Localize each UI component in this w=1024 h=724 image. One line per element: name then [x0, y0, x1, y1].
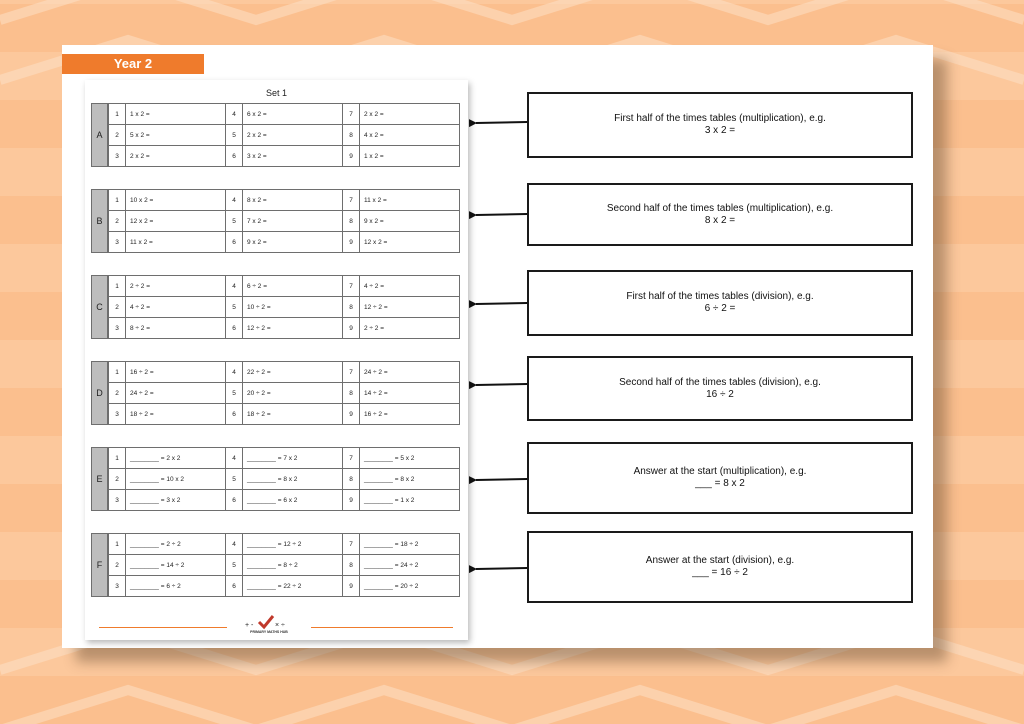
description-text: Answer at the start (division), e.g. [645, 555, 795, 566]
question-number: 1 [109, 448, 126, 469]
question-text: 6 ÷ 2 = [243, 276, 343, 297]
question-number: 8 [343, 297, 360, 318]
question-text: 16 ÷ 2 = [360, 404, 460, 425]
block-letter: E [91, 447, 108, 511]
question-number: 9 [343, 490, 360, 511]
svg-text:× ÷: × ÷ [275, 622, 285, 629]
question-number: 5 [226, 125, 243, 146]
question-number: 8 [343, 469, 360, 490]
description-text: First half of the times tables (multiplication), e.g. [614, 113, 826, 124]
question-text: 8 ÷ 2 = [126, 318, 226, 339]
question-text: 12 x 2 = [126, 211, 226, 232]
question-text: 1 x 2 = [126, 104, 226, 125]
question-text: 12 x 2 = [360, 232, 460, 253]
question-text: 4 x 2 = [360, 125, 460, 146]
description-box [527, 531, 913, 603]
description-example: 6 ÷ 2 = [704, 303, 736, 314]
question-text: ________ = 2 ÷ 2 [126, 534, 226, 555]
question-number: 2 [109, 125, 126, 146]
question-number: 4 [226, 276, 243, 297]
question-number: 4 [226, 448, 243, 469]
question-text: 2 ÷ 2 = [126, 276, 226, 297]
question-number: 5 [226, 555, 243, 576]
block-letter: B [91, 189, 108, 253]
question-number: 6 [226, 404, 243, 425]
description-box [527, 270, 913, 336]
question-number: 1 [109, 104, 126, 125]
question-text: ________ = 1 x 2 [360, 490, 460, 511]
question-text: 2 x 2 = [126, 146, 226, 167]
question-number: 6 [226, 146, 243, 167]
block-letter: D [91, 361, 108, 425]
question-text: 12 ÷ 2 = [360, 297, 460, 318]
question-number: 5 [226, 383, 243, 404]
question-text: 3 x 2 = [243, 146, 343, 167]
question-text: 2 x 2 = [243, 125, 343, 146]
question-text: ________ = 8 x 2 [360, 469, 460, 490]
question-text: 11 x 2 = [126, 232, 226, 253]
description-example: 3 x 2 = [704, 125, 736, 136]
question-text: ________ = 20 ÷ 2 [360, 576, 460, 597]
description-box [527, 92, 913, 158]
sheet-title: Set 1 [265, 88, 287, 98]
question-text: 12 ÷ 2 = [243, 318, 343, 339]
question-number: 2 [109, 211, 126, 232]
arrow-icon [476, 479, 527, 480]
description-text: Answer at the start (multiplication), e.g. [633, 466, 807, 477]
description-text: Second half of the times tables (multiplication), e.g. [606, 202, 834, 214]
block-letter: F [91, 533, 108, 597]
question-text: ________ = 18 ÷ 2 [360, 534, 460, 555]
question-text: ________ = 14 ÷ 2 [126, 555, 226, 576]
question-number: 2 [109, 469, 126, 490]
arrow-icon [476, 214, 527, 215]
question-text: 4 ÷ 2 = [126, 297, 226, 318]
question-number: 4 [226, 104, 243, 125]
question-text: ________ = 8 x 2 [243, 469, 343, 490]
question-number: 7 [343, 362, 360, 383]
question-text: 2 x 2 = [360, 104, 460, 125]
question-number: 7 [343, 448, 360, 469]
question-number: 9 [343, 576, 360, 597]
question-number: 9 [343, 318, 360, 339]
question-number: 6 [226, 232, 243, 253]
question-number: 4 [226, 362, 243, 383]
question-text: 22 ÷ 2 = [243, 362, 343, 383]
year-label: Year 2 [62, 54, 204, 74]
question-text: ________ = 6 x 2 [243, 490, 343, 511]
question-number: 2 [109, 555, 126, 576]
question-text: 7 x 2 = [243, 211, 343, 232]
question-number: 9 [343, 232, 360, 253]
question-text: 10 x 2 = [126, 190, 226, 211]
question-text: 4 ÷ 2 = [360, 276, 460, 297]
question-text: ________ = 24 ÷ 2 [360, 555, 460, 576]
question-text: 16 ÷ 2 = [126, 362, 226, 383]
question-text: ________ = 5 x 2 [360, 448, 460, 469]
question-number: 1 [109, 190, 126, 211]
question-text: 5 x 2 = [126, 125, 226, 146]
question-text: 8 x 2 = [243, 190, 343, 211]
arrow-icon [476, 384, 527, 385]
question-number: 7 [343, 534, 360, 555]
question-number: 7 [343, 276, 360, 297]
question-number: 1 [109, 534, 126, 555]
description-text: Second half of the times tables (division), e.g. [619, 376, 821, 388]
question-text: 2 ÷ 2 = [360, 318, 460, 339]
question-number: 2 [109, 297, 126, 318]
question-number: 1 [109, 362, 126, 383]
question-number: 3 [109, 490, 126, 511]
question-number: 3 [109, 318, 126, 339]
question-number: 3 [109, 232, 126, 253]
question-text: 20 ÷ 2 = [243, 383, 343, 404]
question-text: 6 x 2 = [243, 104, 343, 125]
question-number: 5 [226, 297, 243, 318]
question-number: 9 [343, 146, 360, 167]
description-box [527, 356, 913, 421]
question-number: 3 [109, 146, 126, 167]
question-number: 4 [226, 190, 243, 211]
question-text: ________ = 10 x 2 [126, 469, 226, 490]
question-text: ________ = 2 x 2 [126, 448, 226, 469]
question-text: ________ = 22 ÷ 2 [243, 576, 343, 597]
question-text: ________ = 3 x 2 [126, 490, 226, 511]
question-number: 5 [226, 211, 243, 232]
question-text: 24 ÷ 2 = [126, 383, 226, 404]
question-number: 8 [343, 383, 360, 404]
arrow-icon [476, 303, 527, 304]
arrow-icon [476, 568, 527, 569]
block-letter: A [91, 103, 108, 167]
question-text: ________ = 12 ÷ 2 [243, 534, 343, 555]
question-text: 18 ÷ 2 = [243, 404, 343, 425]
question-number: 5 [226, 469, 243, 490]
question-number: 4 [226, 534, 243, 555]
question-text: 14 ÷ 2 = [360, 383, 460, 404]
question-text: 18 ÷ 2 = [126, 404, 226, 425]
question-text: 11 x 2 = [360, 190, 460, 211]
description-box [527, 183, 913, 246]
description-example: 16 ÷ 2 [706, 388, 734, 400]
question-number: 7 [343, 104, 360, 125]
question-text: 24 ÷ 2 = [360, 362, 460, 383]
svg-text:+ -: + - [245, 622, 254, 629]
question-text: ________ = 8 ÷ 2 [243, 555, 343, 576]
question-number: 8 [343, 125, 360, 146]
description-text: First half of the times tables (division), e.g. [626, 291, 814, 302]
question-text: 9 x 2 = [360, 211, 460, 232]
description-example: ___ = 8 x 2 [695, 478, 745, 489]
question-number: 6 [226, 576, 243, 597]
question-text: 9 x 2 = [243, 232, 343, 253]
question-number: 3 [109, 576, 126, 597]
question-number: 1 [109, 276, 126, 297]
question-number: 6 [226, 490, 243, 511]
question-number: 9 [343, 404, 360, 425]
block-letter: C [91, 275, 108, 339]
question-number: 6 [226, 318, 243, 339]
question-text: 10 ÷ 2 = [243, 297, 343, 318]
question-number: 8 [343, 555, 360, 576]
question-number: 7 [343, 190, 360, 211]
question-text: ________ = 7 x 2 [243, 448, 343, 469]
question-number: 2 [109, 383, 126, 404]
description-example: ___ = 16 ÷ 2 [692, 567, 748, 578]
question-number: 3 [109, 404, 126, 425]
description-example: 8 x 2 = [704, 214, 736, 226]
question-text: 1 x 2 = [360, 146, 460, 167]
logo-text: PRIMARY MATHS HUB [250, 630, 288, 634]
description-box [527, 442, 913, 514]
arrow-icon [476, 122, 527, 123]
question-text: ________ = 6 ÷ 2 [126, 576, 226, 597]
question-number: 8 [343, 211, 360, 232]
